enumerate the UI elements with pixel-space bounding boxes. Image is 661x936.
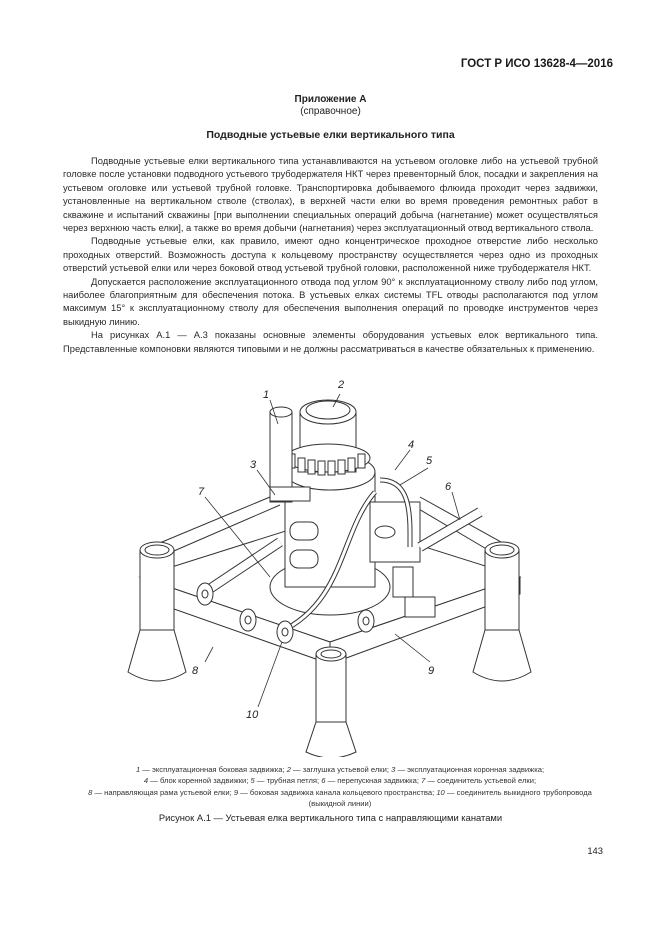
- figure-legend: 1 — эксплуатационная боковая задвижка; 2 — заглушка устьевой елки; 3 — эксплуатационная коронная задвижка; 4 — блок коренной задвижки; 5 — трубная петля; 6 — перепускная задвижка; 7 — соединитель устьевой елки; 8 — направляющая рама устьевой елки; 9 — боковая задвижка канала кольцевого пространства; 10 — соединитель выкидного трубопровода (выкидной линии): [88, 765, 592, 809]
- callout-5: 5: [426, 455, 433, 467]
- callout-7: 7: [198, 486, 205, 498]
- legend-num: 5: [250, 776, 255, 786]
- callout-9: 9: [428, 665, 435, 677]
- legend-text: соединитель выкидного трубопровода (выкидной линии): [308, 787, 592, 809]
- callout-10: 10: [246, 709, 259, 721]
- legend-num: 8: [88, 787, 93, 797]
- subsea-tree-drawing: [120, 372, 540, 757]
- callout-1: 1: [263, 389, 270, 401]
- standard-id: ГОСТ Р ИСО 13628-4—2016: [460, 58, 613, 70]
- body-text: [63, 154, 598, 355]
- page-number: 143: [587, 845, 603, 856]
- legend-text: перепускная задвижка;: [337, 776, 419, 786]
- legend-num: 3: [391, 765, 396, 774]
- callout-8: 8: [192, 665, 199, 677]
- callout-4: 4: [408, 439, 415, 451]
- legend-text: направляющая рама устьевой елки;: [104, 787, 232, 797]
- legend-num: 9: [233, 787, 239, 797]
- legend-text: эксплуатационная коронная задвижка;: [407, 765, 545, 774]
- legend-num: 1: [135, 765, 141, 774]
- legend-text: эксплуатационная боковая задвижка;: [152, 765, 285, 774]
- legend-num: 7: [421, 776, 426, 786]
- legend-text: блок коренной задвижки;: [159, 776, 249, 786]
- annex-title: Приложение А: [294, 94, 367, 105]
- legend-num: 2: [286, 765, 291, 774]
- annex-subtitle: (справочное): [300, 106, 361, 117]
- legend-num: 4: [143, 776, 149, 786]
- figure-subsea-tree: [120, 372, 540, 757]
- legend-num: 6: [321, 776, 326, 786]
- legend-text: трубная петля;: [266, 776, 320, 786]
- legend-num: 10: [436, 787, 445, 797]
- legend-text: соединитель устьевой елки;: [437, 776, 537, 786]
- paragraph: На рисунках А.1 — А.3 показаны основные элементы оборудования устьевых елок вертикального типа. Представленные компоновки являются типовыми и не должны рассматриваться в качестве обязательных к применению.: [63, 329, 598, 354]
- paragraph: Допускается расположение эксплуатационного отвода под углом 90° к эксплуатационному стволу либо под углом, наиболее благоприятным для обеспечения потока. В устьевых елках системы TFL отводы располагаются под углом максимум 15° к эксплуатационному стволу для обеспечения выполнения операций по проводке инструментов через выкидную линию.: [63, 275, 598, 327]
- legend-text: боковая задвижка канала кольцевого пространства;: [249, 787, 435, 797]
- legend-text: заглушка устьевой елки;: [302, 765, 389, 774]
- callout-2: 2: [338, 379, 345, 391]
- paragraph: Подводные устьевые елки вертикального типа устанавливаются на устьевом оголовке либо на устьевой трубной головке после установки подводного устьевого трубодержателя НКТ через превенторный блок, посадки и закрепления на устьевом оголовке или устьевой трубной головке. Транспортировка добываемого флюида проходит через задвижки, установленные на вертикальном стволе (стволах), в верхней части елки во время проведения ремонтных работ в скважине и испытаний скважины [при выполнении специальных операций добыча (нагнетание) может осуществляться через верхнюю часть елки], а также во время добычи (нагнетания) через эксплуатационный отвод вертикального ствола.: [63, 155, 598, 234]
- section-title: Подводные устьевые елки вертикального типа: [206, 129, 455, 141]
- callout-3: 3: [250, 459, 257, 471]
- callout-6: 6: [445, 481, 452, 493]
- paragraph: Подводные устьевые елки, как правило, имеют одно концентрическое проходное отверстие либо несколько проходных отверстий. Возможность доступа к кольцевому пространству осуществляется через одно из проходных отверстий устьевой елки или через боковой отвод устьевой трубной головки, расположенной ниже трубодержателя НКТ.: [63, 235, 598, 274]
- annex-heading: [0, 94, 661, 118]
- figure-caption: Рисунок А.1 — Устьевая елка вертикального типа с направляющими канатами: [158, 812, 503, 823]
